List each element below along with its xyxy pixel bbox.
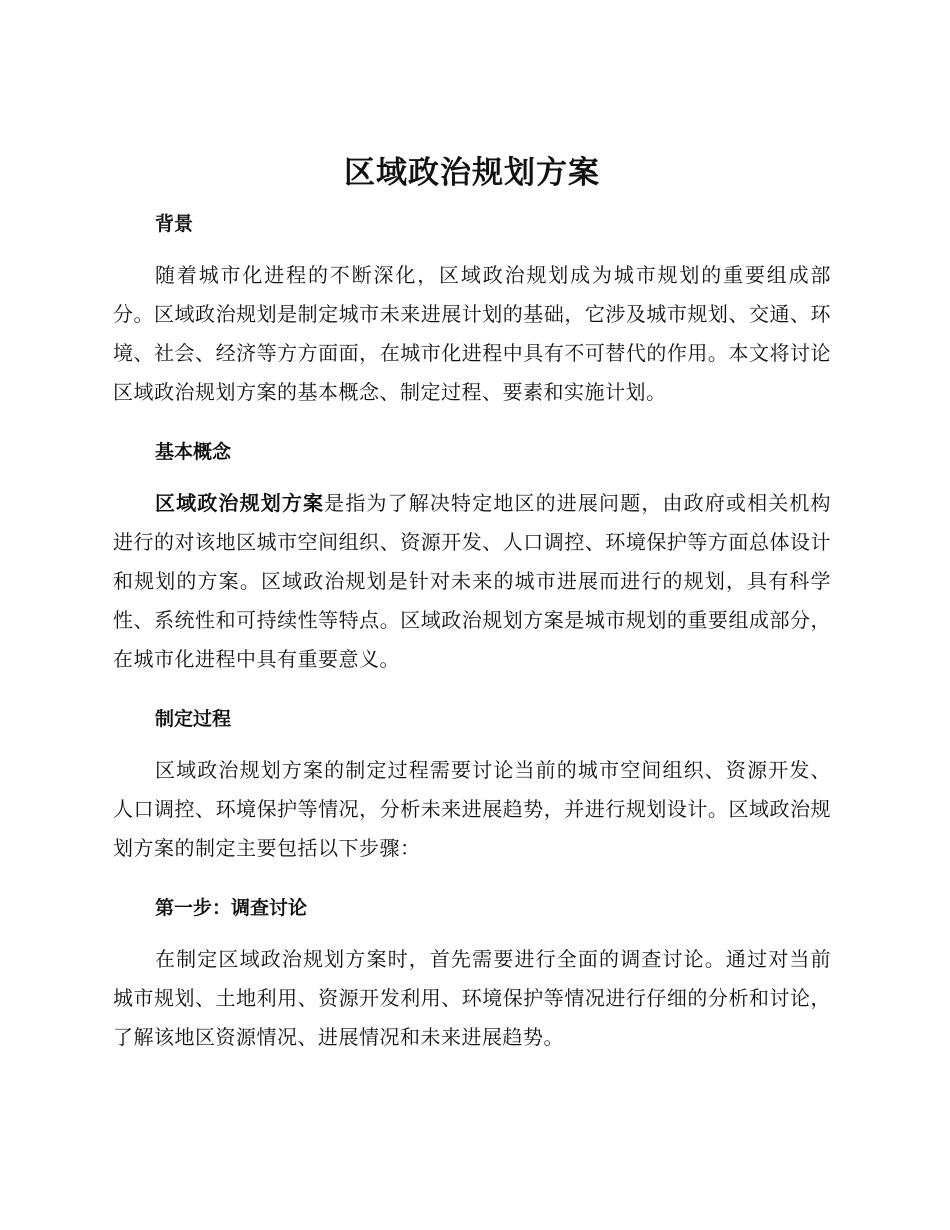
- document-page: [113, 150, 831, 1075]
- definition-text: 是指为了解决特定地区的进展问题，由政府或相关机构进行的对该地区城市空间组织、资源开发、人口调控、环境保护等方面总体设计和规划的方案。区域政治规划是针对未来的城市进展而进行的规划，具有科学性、系统性和可持续性等特点。区域政治规划方案是城市规划的重要组成部分，在城市化进程中具有重要意义。: [113, 491, 832, 671]
- section-heading-basic-concept: 基本概念: [155, 441, 232, 463]
- section-heading-step-one: 第一步：调查讨论: [155, 897, 308, 919]
- section-heading-formulation-process: 制定过程: [155, 708, 232, 730]
- section-heading-background: 背景: [155, 213, 194, 235]
- paragraph-formulation-process: 区域政治规划方案的制定过程需要讨论当前的城市空间组织、资源开发、人口调控、环境保护等情况，分析未来进展趋势，并进行规划设计。区域政治规划方案的制定主要包括以下步骤：: [113, 758, 831, 860]
- paragraph-step-one: 在制定区域政治规划方案时，首先需要进行全面的调查讨论。通过对当前城市规划、土地利用、资源开发利用、环境保护等情况进行仔细的分析和讨论，了解该地区资源情况、进展情况和未来进展趋势。: [113, 947, 831, 1049]
- paragraph-basic-concept: [113, 484, 831, 679]
- paragraph-background: 随着城市化进程的不断深化，区域政治规划成为城市规划的重要组成部分。区域政治规划是制定城市未来进展计划的基础，它涉及城市规划、交通、环境、社会、经济等方方面面，在城市化进程中具有不可替代的作用。本文将讨论区域政治规划方案的基本概念、制定过程、要素和实施计划。: [113, 263, 831, 404]
- defined-term: 区域政治规划方案: [155, 491, 325, 515]
- document-title: 区域政治规划方案: [344, 155, 600, 191]
